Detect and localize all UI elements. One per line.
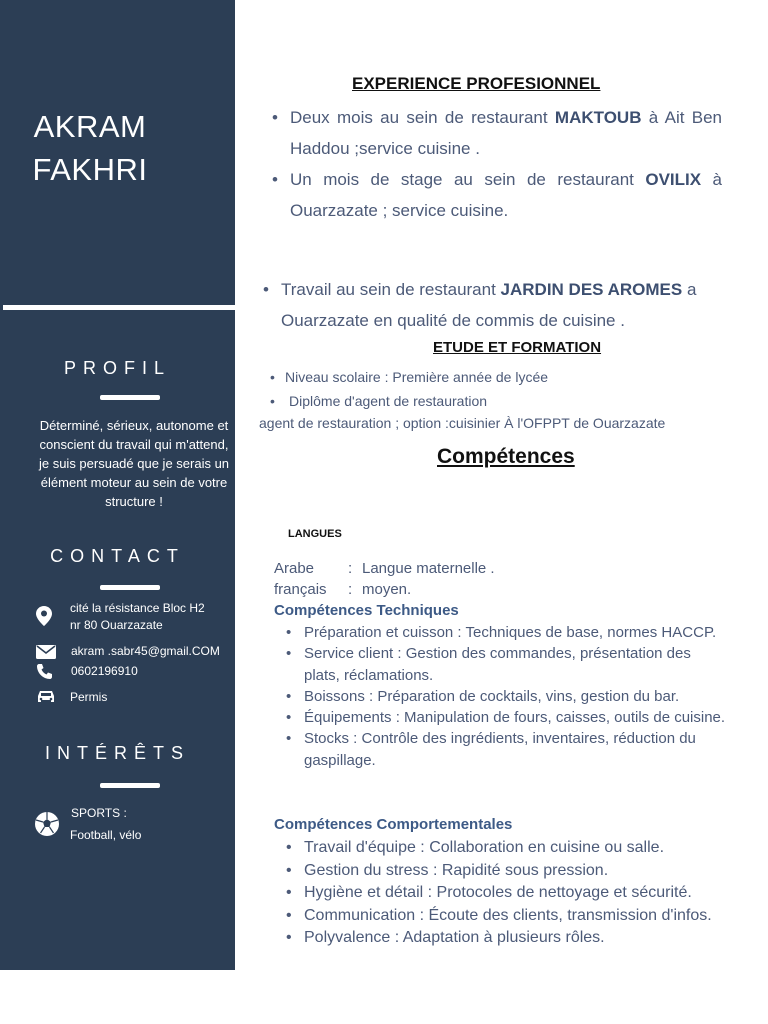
location-pin-icon <box>36 606 52 631</box>
lang2-sep: : <box>348 581 353 598</box>
address-line1: cité la résistance Bloc H2 <box>70 601 205 615</box>
envelope-icon <box>36 645 56 664</box>
car-icon <box>36 689 56 710</box>
experience-list-2 <box>261 274 721 336</box>
lang1-sep: : <box>348 560 353 577</box>
contact-title: CONTACT <box>50 546 185 566</box>
sidebar <box>0 0 235 970</box>
sports-line1: SPORTS : <box>71 806 127 820</box>
tech-item: • Boissons : Préparation de cocktails, vins, gestion du bar. <box>284 686 754 707</box>
lang2-value: moyen. <box>362 581 412 598</box>
name-first: AKRAM <box>33 109 147 144</box>
contact-bar <box>100 585 160 590</box>
experience-title: EXPERIENCE PROFESIONNEL <box>352 74 601 93</box>
lang-row-arabe <box>274 560 495 577</box>
lang2-name: français <box>274 581 327 598</box>
tech-item: • Équipements : Manipulation de fours, caisses, outils de cuisine. <box>284 707 754 728</box>
profil-title: PROFIL <box>63 358 171 378</box>
lang1-value: Langue maternelle . <box>362 560 495 577</box>
comport-item: • Communication : Écoute des clients, transmission d'infos. <box>284 905 754 928</box>
experience-item-2: • Un mois de stage au sein de restaurant OVILIX à Ouarzazate ; service cuisine. <box>270 164 722 226</box>
soccer-ball-icon <box>34 811 60 842</box>
lang1-name: Arabe <box>274 560 315 577</box>
experience-item-3: • Travail au sein de restaurant JARDIN DES AROMES a Ouarzazate en qualité de commis de cuisine . <box>261 274 721 336</box>
permit-text: Permis <box>70 690 108 704</box>
competences-title: Compétences <box>437 445 575 468</box>
comport-item: • Polyvalence : Adaptation à plusieurs rôles. <box>284 927 754 950</box>
formation-list <box>268 365 728 413</box>
profil-bar <box>100 395 160 400</box>
comport-title: Compétences Comportementales <box>274 816 513 833</box>
tech-list <box>284 622 754 771</box>
email-text[interactable]: akram .sabr45@gmail.COM <box>71 644 220 658</box>
formation-title: ETUDE ET FORMATION <box>433 339 602 356</box>
profil-text: Déterminé, sérieux, autonome et conscient du travail qui m'attend, je suis persuadé que je serais un élément moteur au sein de votre structure ! <box>38 418 230 509</box>
formation-line3: agent de restauration ; option :cuisinier À l'OFPPT de Ouarzazate <box>259 415 666 431</box>
comport-item: • Hygiène et détail : Protocoles de nettoyage et sécurité. <box>284 882 754 905</box>
formation-item-1: • Niveau scolaire : Première année de lycée <box>268 365 728 389</box>
name-last: FAKHRI <box>32 152 148 187</box>
comport-item: • Gestion du stress : Rapidité sous pression. <box>284 860 754 883</box>
phone-text[interactable]: 0602196910 <box>71 664 138 678</box>
tech-title: Compétences Techniques <box>274 602 459 619</box>
sports-line2: Football, vélo <box>70 828 142 842</box>
lang-row-francais <box>274 581 412 598</box>
phone-icon <box>36 664 54 685</box>
comport-item: • Travail d'équipe : Collaboration en cuisine ou salle. <box>284 837 754 860</box>
tech-item: • Service client : Gestion des commandes, présentation des plats, réclamations. <box>284 643 754 686</box>
interets-title: INTÉRÊTS <box>44 743 190 763</box>
interets-bar <box>100 783 160 788</box>
comport-list <box>284 837 754 950</box>
formation-item-2: • Diplôme d'agent de restauration <box>268 389 728 413</box>
experience-list <box>270 102 722 226</box>
tech-item: • Préparation et cuisson : Techniques de base, normes HACCP. <box>284 622 754 643</box>
address-line2: nr 80 Ouarzazate <box>70 618 163 632</box>
name-divider <box>3 305 235 310</box>
tech-item: • Stocks : Contrôle des ingrédients, inventaires, réduction du gaspillage. <box>284 728 754 771</box>
langues-label: LANGUES <box>288 528 342 540</box>
experience-item-1: • Deux mois au sein de restaurant MAKTOUB à Ait Ben Haddou ;service cuisine . <box>270 102 722 164</box>
